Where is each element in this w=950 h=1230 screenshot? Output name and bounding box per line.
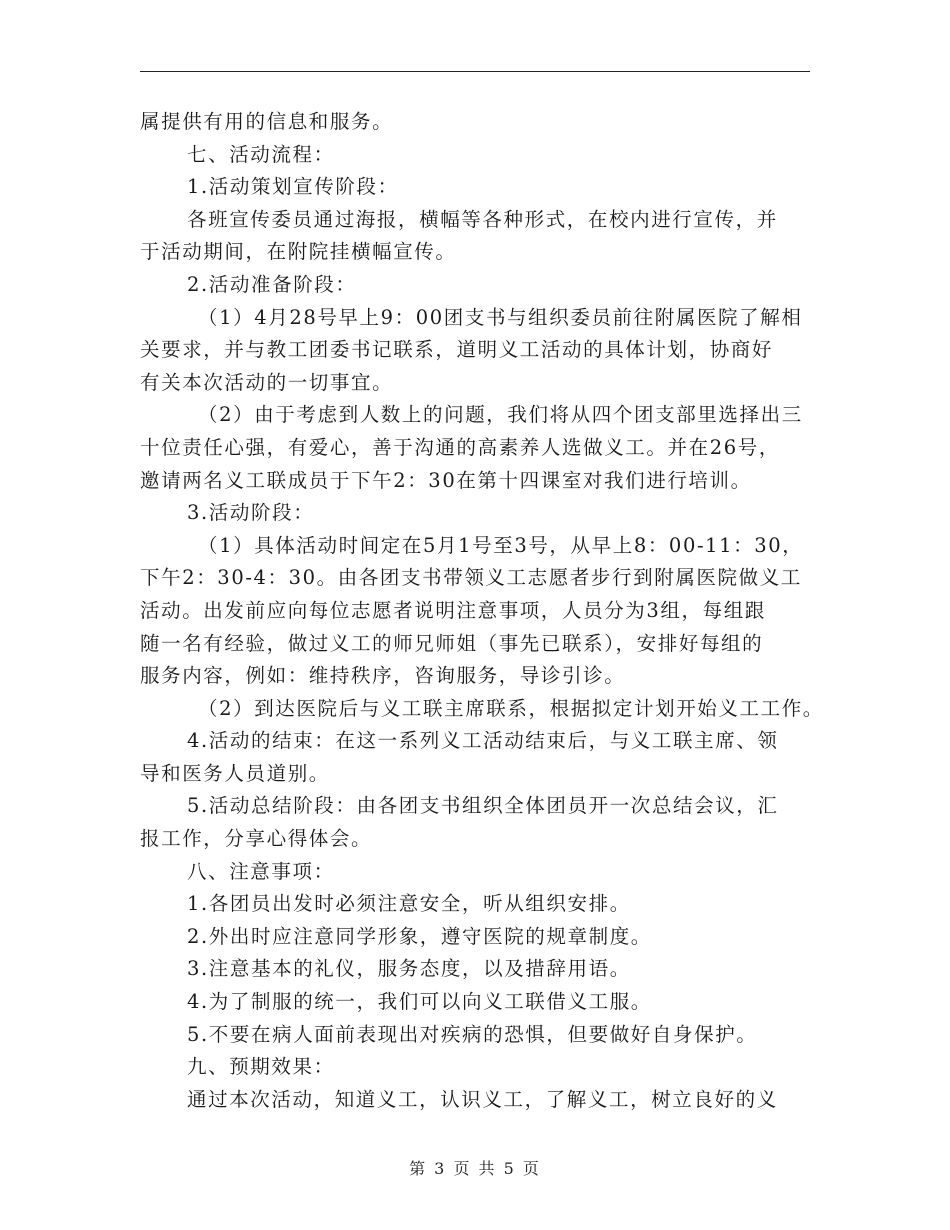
text-line: 导和医务人员道别。	[140, 761, 330, 785]
text-line: 各班宣传委员通过海报，横幅等各种形式，在校内进行宣传，并	[187, 207, 778, 231]
text-line: （2）由于考虑到人数上的问题，我们将从四个团支部里选择出三	[198, 403, 803, 427]
text-line: 随一名有经验，做过义工的师兄师姐（事先已联系），安排好每组的	[140, 631, 764, 655]
text-line: 九、预期效果：	[187, 1055, 335, 1079]
text-line: 3.活动阶段：	[187, 501, 315, 525]
text-line: 于活动期间，在附院挂横幅宣传。	[140, 240, 457, 264]
text-line: 属提供有用的信息和服务。	[140, 110, 394, 133]
text-line: 关要求，并与教工团委书记联系，道明义工活动的具体计划，协商好	[140, 338, 774, 362]
text-line: 4.为了制服的统一，我们可以向义工联借义工服。	[187, 990, 652, 1014]
text-line: （2）到达医院后与义工联主席联系，根据拟定计划开始义工工作。	[198, 696, 824, 720]
header-rule	[140, 71, 810, 72]
text-line: 十位责任心强，有爱心，善于沟通的高素养人选做义工。并在26号，	[140, 435, 780, 459]
text-line: 服务内容，例如：维持秩序，咨询服务，导诊引诊。	[140, 664, 626, 688]
text-line: 八、注意事项：	[187, 859, 335, 883]
page-footer: 第 3 页 共 5 页	[409, 1159, 541, 1178]
text-line: 下午2：30-4：30。由各团支书带领义工志愿者步行到附属医院做义工	[140, 566, 802, 590]
text-line: 1.各团员出发时必须注意安全，听从组织安排。	[187, 892, 631, 916]
text-line: 4.活动的结束：在这一系列义工活动结束后，与义工联主席、领	[187, 729, 779, 753]
text-line: 1.活动策划宣传阶段：	[187, 175, 399, 199]
text-line: 邀请两名义工联成员于下午2：30在第十四课室对我们进行培训。	[140, 468, 752, 492]
text-line: （1）4月28号早上9：00团支书与组织委员前往附属医院了解相	[198, 305, 803, 329]
text-line: 通过本次活动，知道义工，认识义工，了解义工，树立良好的义	[187, 1087, 778, 1111]
document-body	[140, 106, 824, 1116]
text-line: 活动。出发前应向每位志愿者说明注意事项，人员分为3组，每组跟	[140, 598, 766, 622]
text-line: 有关本次活动的一切事宜。	[140, 370, 394, 394]
text-line: 3.注意基本的礼仪，服务态度，以及措辞用语。	[187, 957, 631, 981]
text-line: 5.不要在病人面前表现出对疾病的恐惧，但要做好自身保护。	[187, 1022, 758, 1046]
text-line: 七、活动流程：	[187, 142, 335, 166]
text-line: 2.活动准备阶段：	[187, 272, 357, 296]
text-line: 报工作，分享心得体会。	[140, 827, 373, 851]
text-line: 2.外出时应注意同学形象，遵守医院的规章制度。	[187, 924, 652, 948]
text-line: 5.活动总结阶段：由各团支书组织全体团员开一次总结会议，汇	[187, 794, 779, 818]
text-line: （1）具体活动时间定在5月1号至3号，从早上8：00-11：30，	[198, 533, 804, 557]
